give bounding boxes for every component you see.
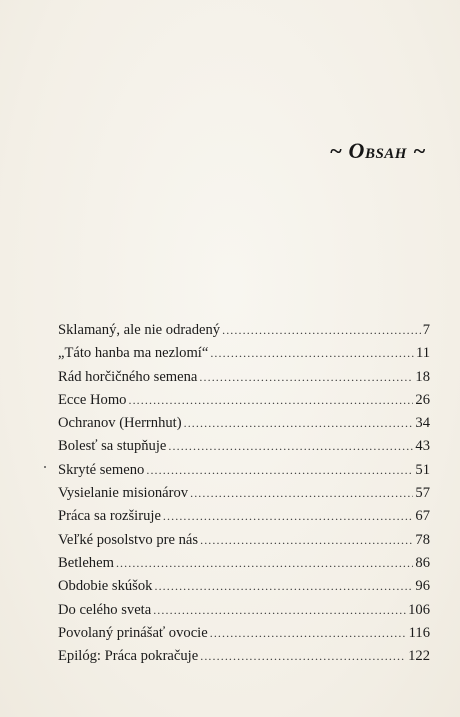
- toc-entry[interactable]: [58, 529, 430, 552]
- toc-entry-page: 7: [422, 322, 430, 338]
- toc-entry-page: 51: [415, 461, 430, 478]
- toc-entry-title: „Táto hanba ma nezlomí“: [58, 345, 209, 362]
- toc-entry[interactable]: [58, 342, 430, 365]
- table-of-contents: [58, 319, 430, 668]
- toc-entry[interactable]: [58, 459, 430, 482]
- toc-entry-page: 78: [415, 531, 430, 548]
- toc-entry[interactable]: [58, 389, 430, 412]
- toc-leader-dots: [200, 529, 413, 552]
- toc-entry-page: 34: [415, 415, 430, 432]
- toc-entry[interactable]: [58, 482, 430, 505]
- toc-entry-page: 67: [415, 508, 430, 525]
- stray-ink-mark: [44, 466, 46, 468]
- toc-entry-page: 43: [415, 438, 430, 455]
- toc-entry-title: Rád horčičného semena: [58, 368, 198, 385]
- toc-entry-title: Betlehem: [58, 554, 114, 571]
- toc-leader-dots: [116, 552, 413, 575]
- toc-entry[interactable]: [58, 552, 430, 575]
- toc-entry-title: Ochranov (Herrnhut): [58, 415, 182, 432]
- toc-entry[interactable]: [58, 435, 430, 458]
- toc-entry-page: 116: [408, 624, 430, 641]
- toc-entry-title: Ecce Homo: [58, 391, 127, 408]
- toc-entry-title: Práca sa rozširuje: [58, 508, 161, 525]
- toc-entry-title: Vysielanie misionárov: [58, 485, 189, 502]
- toc-leader-dots: [200, 645, 406, 668]
- toc-leader-dots: [210, 342, 414, 365]
- toc-entry-title: Do celého sveta: [58, 601, 152, 618]
- toc-entry[interactable]: [58, 575, 430, 598]
- toc-entry-title: Obdobie skúšok: [58, 578, 153, 595]
- toc-leader-dots: [184, 412, 414, 435]
- toc-leader-dots: [199, 366, 413, 389]
- toc-entry[interactable]: [58, 599, 430, 622]
- toc-entry-title: Veľké posolstvo pre nás: [58, 531, 199, 548]
- toc-entry-title: Epilóg: Práca pokračuje: [58, 648, 199, 665]
- toc-entry[interactable]: [58, 505, 430, 528]
- toc-entry-page: 11: [415, 345, 430, 362]
- toc-entry-page: 18: [415, 368, 430, 385]
- toc-leader-dots: [163, 505, 413, 528]
- toc-entry-title: Bolesť sa stupňuje: [58, 438, 167, 455]
- toc-leader-dots: [128, 389, 413, 412]
- toc-entry[interactable]: [58, 645, 430, 668]
- toc-leader-dots: [168, 435, 413, 458]
- toc-entry-title: Skryté semeno: [58, 461, 145, 478]
- toc-entry-page: 122: [408, 648, 430, 665]
- toc-leader-dots: [222, 319, 421, 342]
- page-title-text: ~ Obsah ~: [329, 138, 426, 163]
- toc-entry[interactable]: [58, 412, 430, 435]
- toc-entry-page: 57: [415, 485, 430, 502]
- toc-entry-title: Povolaný prinášať ovocie: [58, 624, 208, 641]
- toc-entry-page: 26: [415, 391, 430, 408]
- toc-entry[interactable]: [58, 319, 430, 342]
- toc-entry[interactable]: [58, 366, 430, 389]
- toc-entry-title: Sklamaný, ale nie odradený: [58, 322, 221, 338]
- toc-leader-dots: [190, 482, 413, 505]
- toc-entry[interactable]: [58, 622, 430, 645]
- toc-entry-page: 106: [408, 601, 430, 618]
- toc-entry-page: 96: [415, 578, 430, 595]
- toc-leader-dots: [153, 599, 406, 622]
- page-title: [330, 138, 426, 164]
- toc-leader-dots: [210, 622, 407, 645]
- toc-entry-page: 86: [415, 554, 430, 571]
- toc-leader-dots: [146, 459, 413, 482]
- toc-leader-dots: [154, 575, 413, 598]
